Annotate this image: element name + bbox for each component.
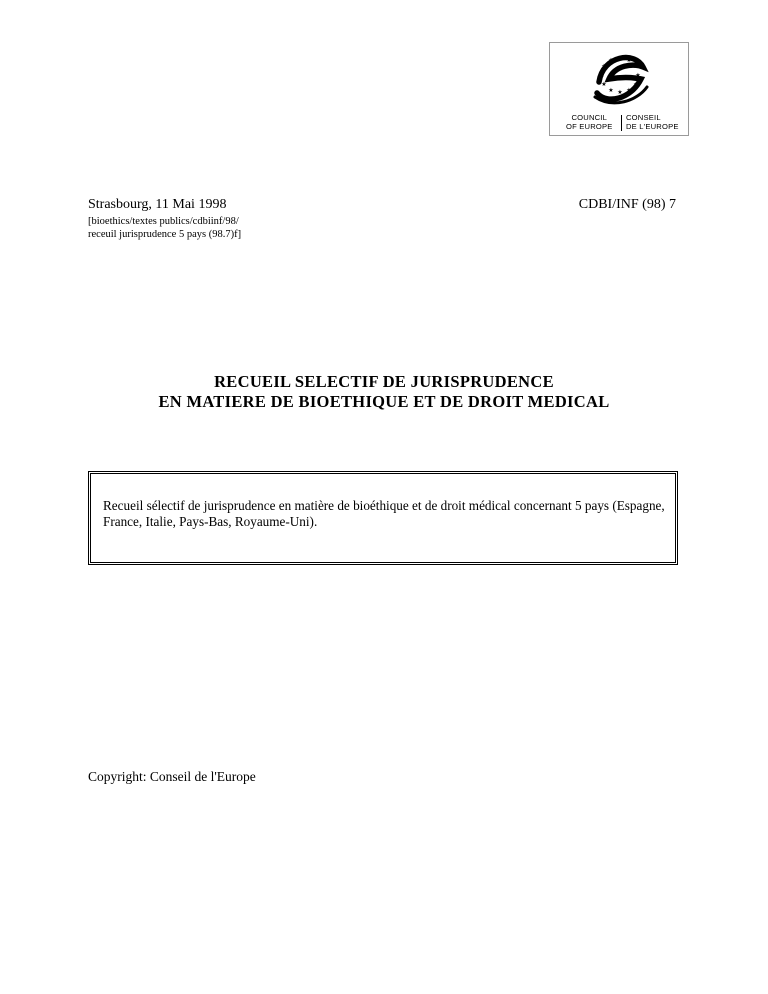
svg-text:★: ★ — [626, 87, 632, 94]
copyright-notice: Copyright: Conseil de l'Europe — [88, 769, 256, 784]
logo-en-line-1: COUNCIL — [571, 113, 608, 122]
file-path — [88, 216, 241, 241]
logo-text-french — [626, 114, 679, 131]
file-path-line-1: [bioethics/textes publics/cdbiinf/98/ — [88, 216, 239, 227]
svg-text:★: ★ — [617, 55, 623, 62]
council-of-europe-logo — [549, 42, 689, 136]
logo-fr-line-1: CONSEIL — [626, 113, 661, 122]
logo-fr-line-2: DE L'EUROPE — [626, 121, 679, 131]
document-title-line-2: EN MATIERE DE BIOETHIQUE ET DE DROIT MEDICAL — [158, 392, 610, 411]
logo-en-line-2: OF EUROPE — [566, 121, 613, 131]
svg-text:★: ★ — [635, 72, 641, 79]
summary-box — [88, 471, 678, 565]
logo-text-english — [566, 114, 613, 131]
svg-text:★: ★ — [601, 63, 607, 70]
svg-text:★: ★ — [608, 87, 614, 94]
logo-separator — [621, 115, 622, 131]
document-title — [0, 372, 768, 412]
svg-text:★: ★ — [601, 81, 607, 88]
svg-text:★: ★ — [633, 81, 639, 88]
file-path-line-2: receuil jurisprudence 5 pays (98.7)f] — [88, 228, 242, 240]
summary-text: Recueil sélectif de jurisprudence en matière de bioéthique et de droit médical concernant 5 pays (Espagne, France, Italie, Pays-Bas, Royaume-Uni). — [103, 498, 665, 529]
svg-text:★: ★ — [617, 89, 623, 96]
document-title-line-1: RECUEIL SELECTIF DE JURISPRUDENCE — [214, 372, 554, 391]
svg-text:★: ★ — [608, 57, 614, 64]
svg-text:★: ★ — [599, 72, 605, 79]
document-reference: CDBI/INF (98) 7 — [578, 197, 676, 212]
svg-text:★: ★ — [633, 63, 639, 70]
council-of-europe-emblem-icon — [585, 49, 655, 109]
document-date: Strasbourg, 11 Mai 1998 — [88, 197, 227, 212]
svg-text:★: ★ — [626, 57, 632, 64]
